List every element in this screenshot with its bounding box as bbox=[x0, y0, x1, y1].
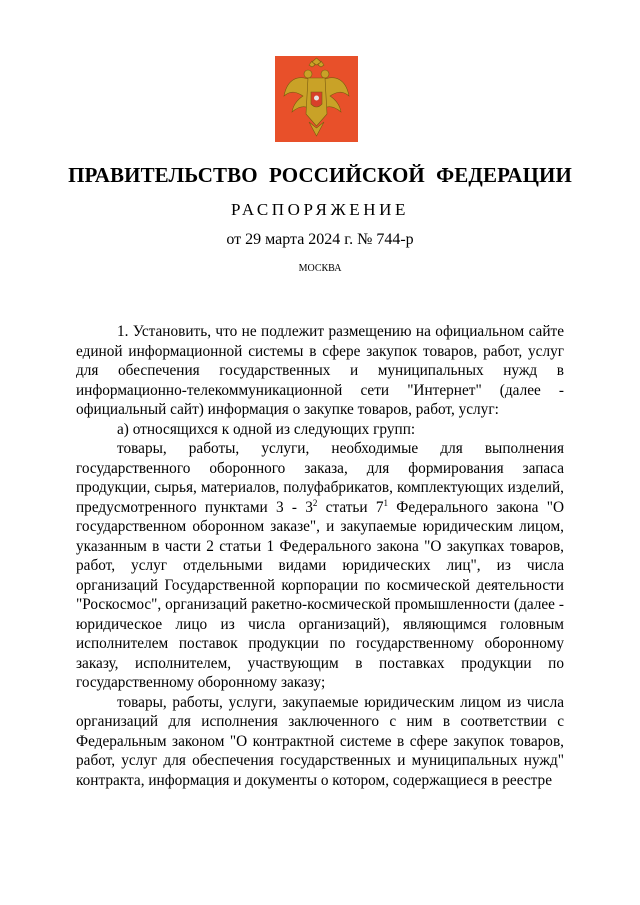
paragraph-4: товары, работы, услуги, закупаемые юридическим лицом из числа организаций для исполнения заключенного с ним в соответствии с Федеральным законом "О контрактной системе в сфере закупок товаров, работ, услуг для обеспечения государственных и муниципальных нужд" контракта, информация и документы о котором, содержащиеся в реестре bbox=[76, 693, 564, 789]
document-body bbox=[76, 322, 564, 790]
document-type: РАСПОРЯЖЕНИЕ bbox=[230, 200, 410, 219]
paragraph-3-part-b: статьи 7 bbox=[317, 498, 384, 516]
superscript-1: 1 bbox=[383, 497, 388, 508]
government-title: ПРАВИТЕЛЬСТВО РОССИЙСКОЙ ФЕДЕРАЦИИ bbox=[68, 163, 572, 187]
coat-of-arms-icon bbox=[275, 56, 358, 142]
paragraph-3 bbox=[76, 439, 564, 693]
document-date-number: от 29 марта 2024 г. № 744-р bbox=[226, 231, 414, 248]
paragraph-2: а) относящихся к одной из следующих групп: bbox=[117, 420, 416, 438]
document-city: МОСКВА bbox=[298, 263, 342, 274]
superscript-2: 2 bbox=[312, 497, 318, 508]
paragraph-3-part-a: товары, работы, услуги, необходимые для выполнения государственного оборонного заказа, для формирования запаса продукции, сырья, материалов, полуфабрикатов, комплектующих изделий, предусмотренного пунктами 3 - 3 bbox=[76, 440, 564, 516]
paragraph-1: 1. Установить, что не подлежит размещению на официальном сайте единой информационной системы в сфере закупок товаров, работ, услуг для обеспечения государственных и муниципальных нужд в информационно-телекоммуникационной сети "Интернет" (далее - официальный сайт) информация о закупке товаров, работ, услуг: bbox=[76, 323, 564, 418]
paragraph-3-part-c: Федерального закона "О государственном оборонном заказе", и закупаемые юридическим лицом, указанным в части 2 статьи 1 Федерального закона "О закупках товаров, работ, услуг отдельными видами юридических лиц", из числа организаций Государственной корпорации по космической деятельности "Роскосмос", организаций ракетно-космической промышленности (далее - юридическое лицо из числа организаций), являющимся головным исполнителем поставок продукции по государственному оборонному заказу, исполнителем, участвующим в поставках продукции по государственному оборонному заказу; bbox=[76, 498, 564, 691]
